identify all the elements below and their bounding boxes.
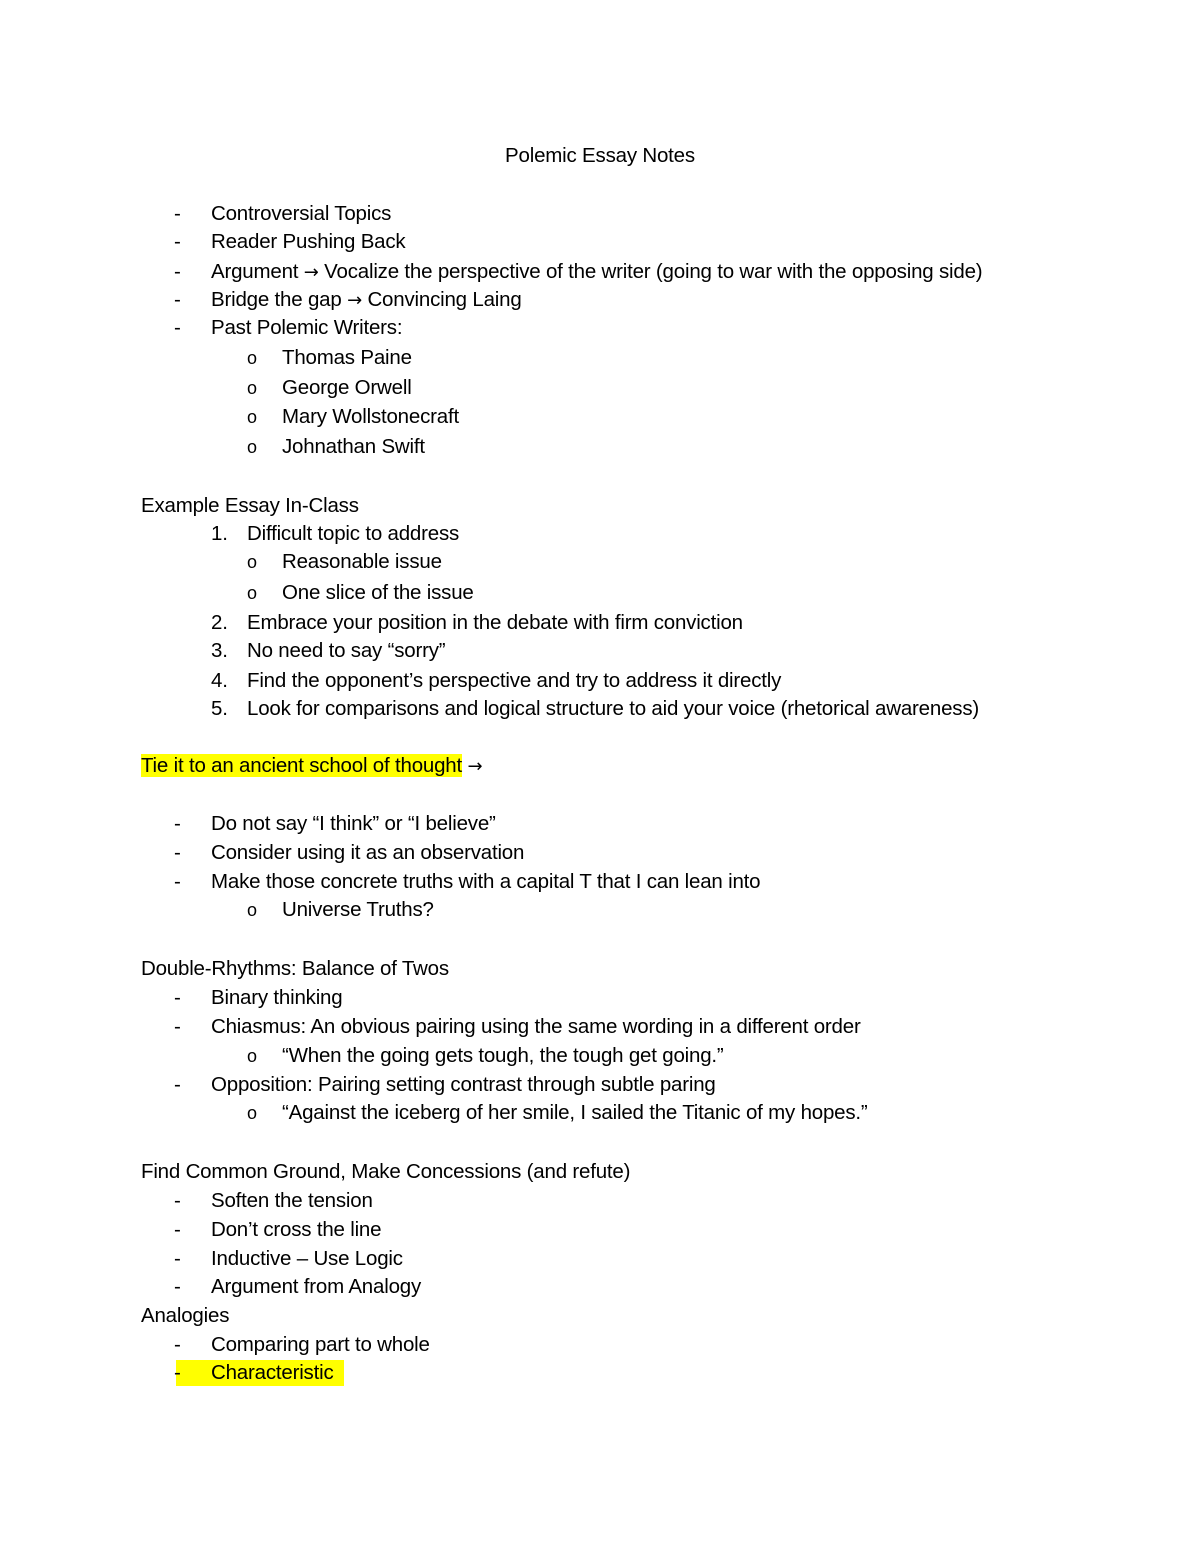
numbered-item-text: Difficult topic to address (247, 522, 460, 545)
list-item-text: Binary thinking (211, 986, 343, 1009)
sub-list-item-text: George Orwell (282, 376, 412, 399)
dash-marker: - (174, 288, 181, 311)
numbered-item-text: No need to say “sorry” (247, 639, 446, 662)
list-item-text: Consider using it as an observation (211, 841, 525, 864)
list-item-text-part: Bridge the gap (211, 288, 342, 311)
circle-bullet-icon: o (247, 378, 257, 398)
list-item-text: Controversial Topics (211, 202, 392, 225)
sub-list-item-text: Reasonable issue (282, 550, 442, 573)
dash-marker: - (174, 986, 181, 1009)
dash-marker: - (174, 841, 181, 864)
list-item-text: Inductive – Use Logic (211, 1247, 403, 1270)
dash-marker: - (174, 1333, 181, 1356)
dash-marker: - (174, 316, 181, 339)
sub-list-item-text: One slice of the issue (282, 581, 474, 604)
dash-marker: - (174, 812, 181, 835)
list-item-text-part: Vocalize the perspective of the writer (going to war with the opposing side) (324, 260, 983, 283)
list-item-text-part: Convincing Laing (367, 288, 522, 311)
sub-list-item-text: Mary Wollstonecraft (282, 405, 459, 428)
section-heading: Example Essay In-Class (141, 494, 359, 517)
section-heading: Analogies (141, 1304, 230, 1327)
sub-list-item-text: “When the going gets tough, the tough get going.” (282, 1044, 724, 1067)
dash-marker: - (174, 1247, 181, 1270)
circle-bullet-icon: o (247, 348, 257, 368)
dash-marker: - (174, 870, 181, 893)
dash-marker: - (174, 1073, 181, 1096)
circle-bullet-icon: o (247, 583, 257, 603)
item-number: 2. (211, 611, 228, 634)
section-heading: Find Common Ground, Make Concessions (and refute) (141, 1160, 631, 1183)
item-number: 3. (211, 639, 228, 662)
dash-marker: - (174, 260, 181, 283)
list-item-text: Chiasmus: An obvious pairing using the same wording in a different order (211, 1015, 861, 1038)
circle-bullet-icon: o (247, 1046, 257, 1066)
right-arrow-icon: → (347, 290, 362, 311)
numbered-item-text: Find the opponent’s perspective and try to address it directly (247, 669, 782, 692)
list-item-text: Soften the tension (211, 1189, 373, 1212)
list-item-text: Characteristic (211, 1361, 334, 1384)
list-item-text-part: Argument (211, 260, 299, 283)
dash-marker: - (174, 230, 181, 253)
list-item-text: Reader Pushing Back (211, 230, 406, 253)
list-item-text: Make those concrete truths with a capital T that I can lean into (211, 870, 761, 893)
numbered-item-text: Look for comparisons and logical structure to aid your voice (rhetorical awareness) (247, 697, 980, 720)
section-heading: Double-Rhythms: Balance of Twos (141, 957, 449, 980)
list-item-text: Don’t cross the line (211, 1218, 382, 1241)
dash-marker: - (174, 1218, 181, 1241)
circle-bullet-icon: o (247, 900, 257, 920)
list-item-text: Do not say “I think” or “I believe” (211, 812, 496, 835)
dash-marker: - (174, 1361, 181, 1384)
circle-bullet-icon: o (247, 407, 257, 427)
dash-marker: - (174, 1015, 181, 1038)
list-item-text: Past Polemic Writers: (211, 316, 403, 339)
item-number: 4. (211, 669, 228, 692)
right-arrow-icon: → (303, 262, 319, 283)
dash-marker: - (174, 1275, 181, 1298)
list-item-text (211, 287, 522, 314)
highlighted-heading-text: Tie it to an ancient school of thought (141, 754, 462, 777)
list-item-text (211, 259, 982, 286)
sub-list-item-text: Universe Truths? (282, 898, 434, 921)
item-number: 5. (211, 697, 228, 720)
dash-marker: - (174, 1189, 181, 1212)
circle-bullet-icon: o (247, 552, 257, 572)
right-arrow-icon: → (467, 756, 483, 777)
list-item-text: Comparing part to whole (211, 1333, 430, 1356)
dash-marker: - (174, 202, 181, 225)
sub-list-item-text: “Against the iceberg of her smile, I sailed the Titanic of my hopes.” (282, 1101, 868, 1124)
sub-list-item-text: Johnathan Swift (282, 435, 425, 458)
list-item-text: Argument from Analogy (211, 1275, 422, 1298)
numbered-item-text: Embrace your position in the debate with firm conviction (247, 611, 743, 634)
document-title: Polemic Essay Notes (505, 144, 695, 167)
highlighted-heading (141, 753, 482, 780)
circle-bullet-icon: o (247, 437, 257, 457)
item-number: 1. (211, 522, 228, 545)
list-item-text: Opposition: Pairing setting contrast through subtle paring (211, 1073, 716, 1096)
circle-bullet-icon: o (247, 1103, 257, 1123)
sub-list-item-text: Thomas Paine (282, 346, 412, 369)
